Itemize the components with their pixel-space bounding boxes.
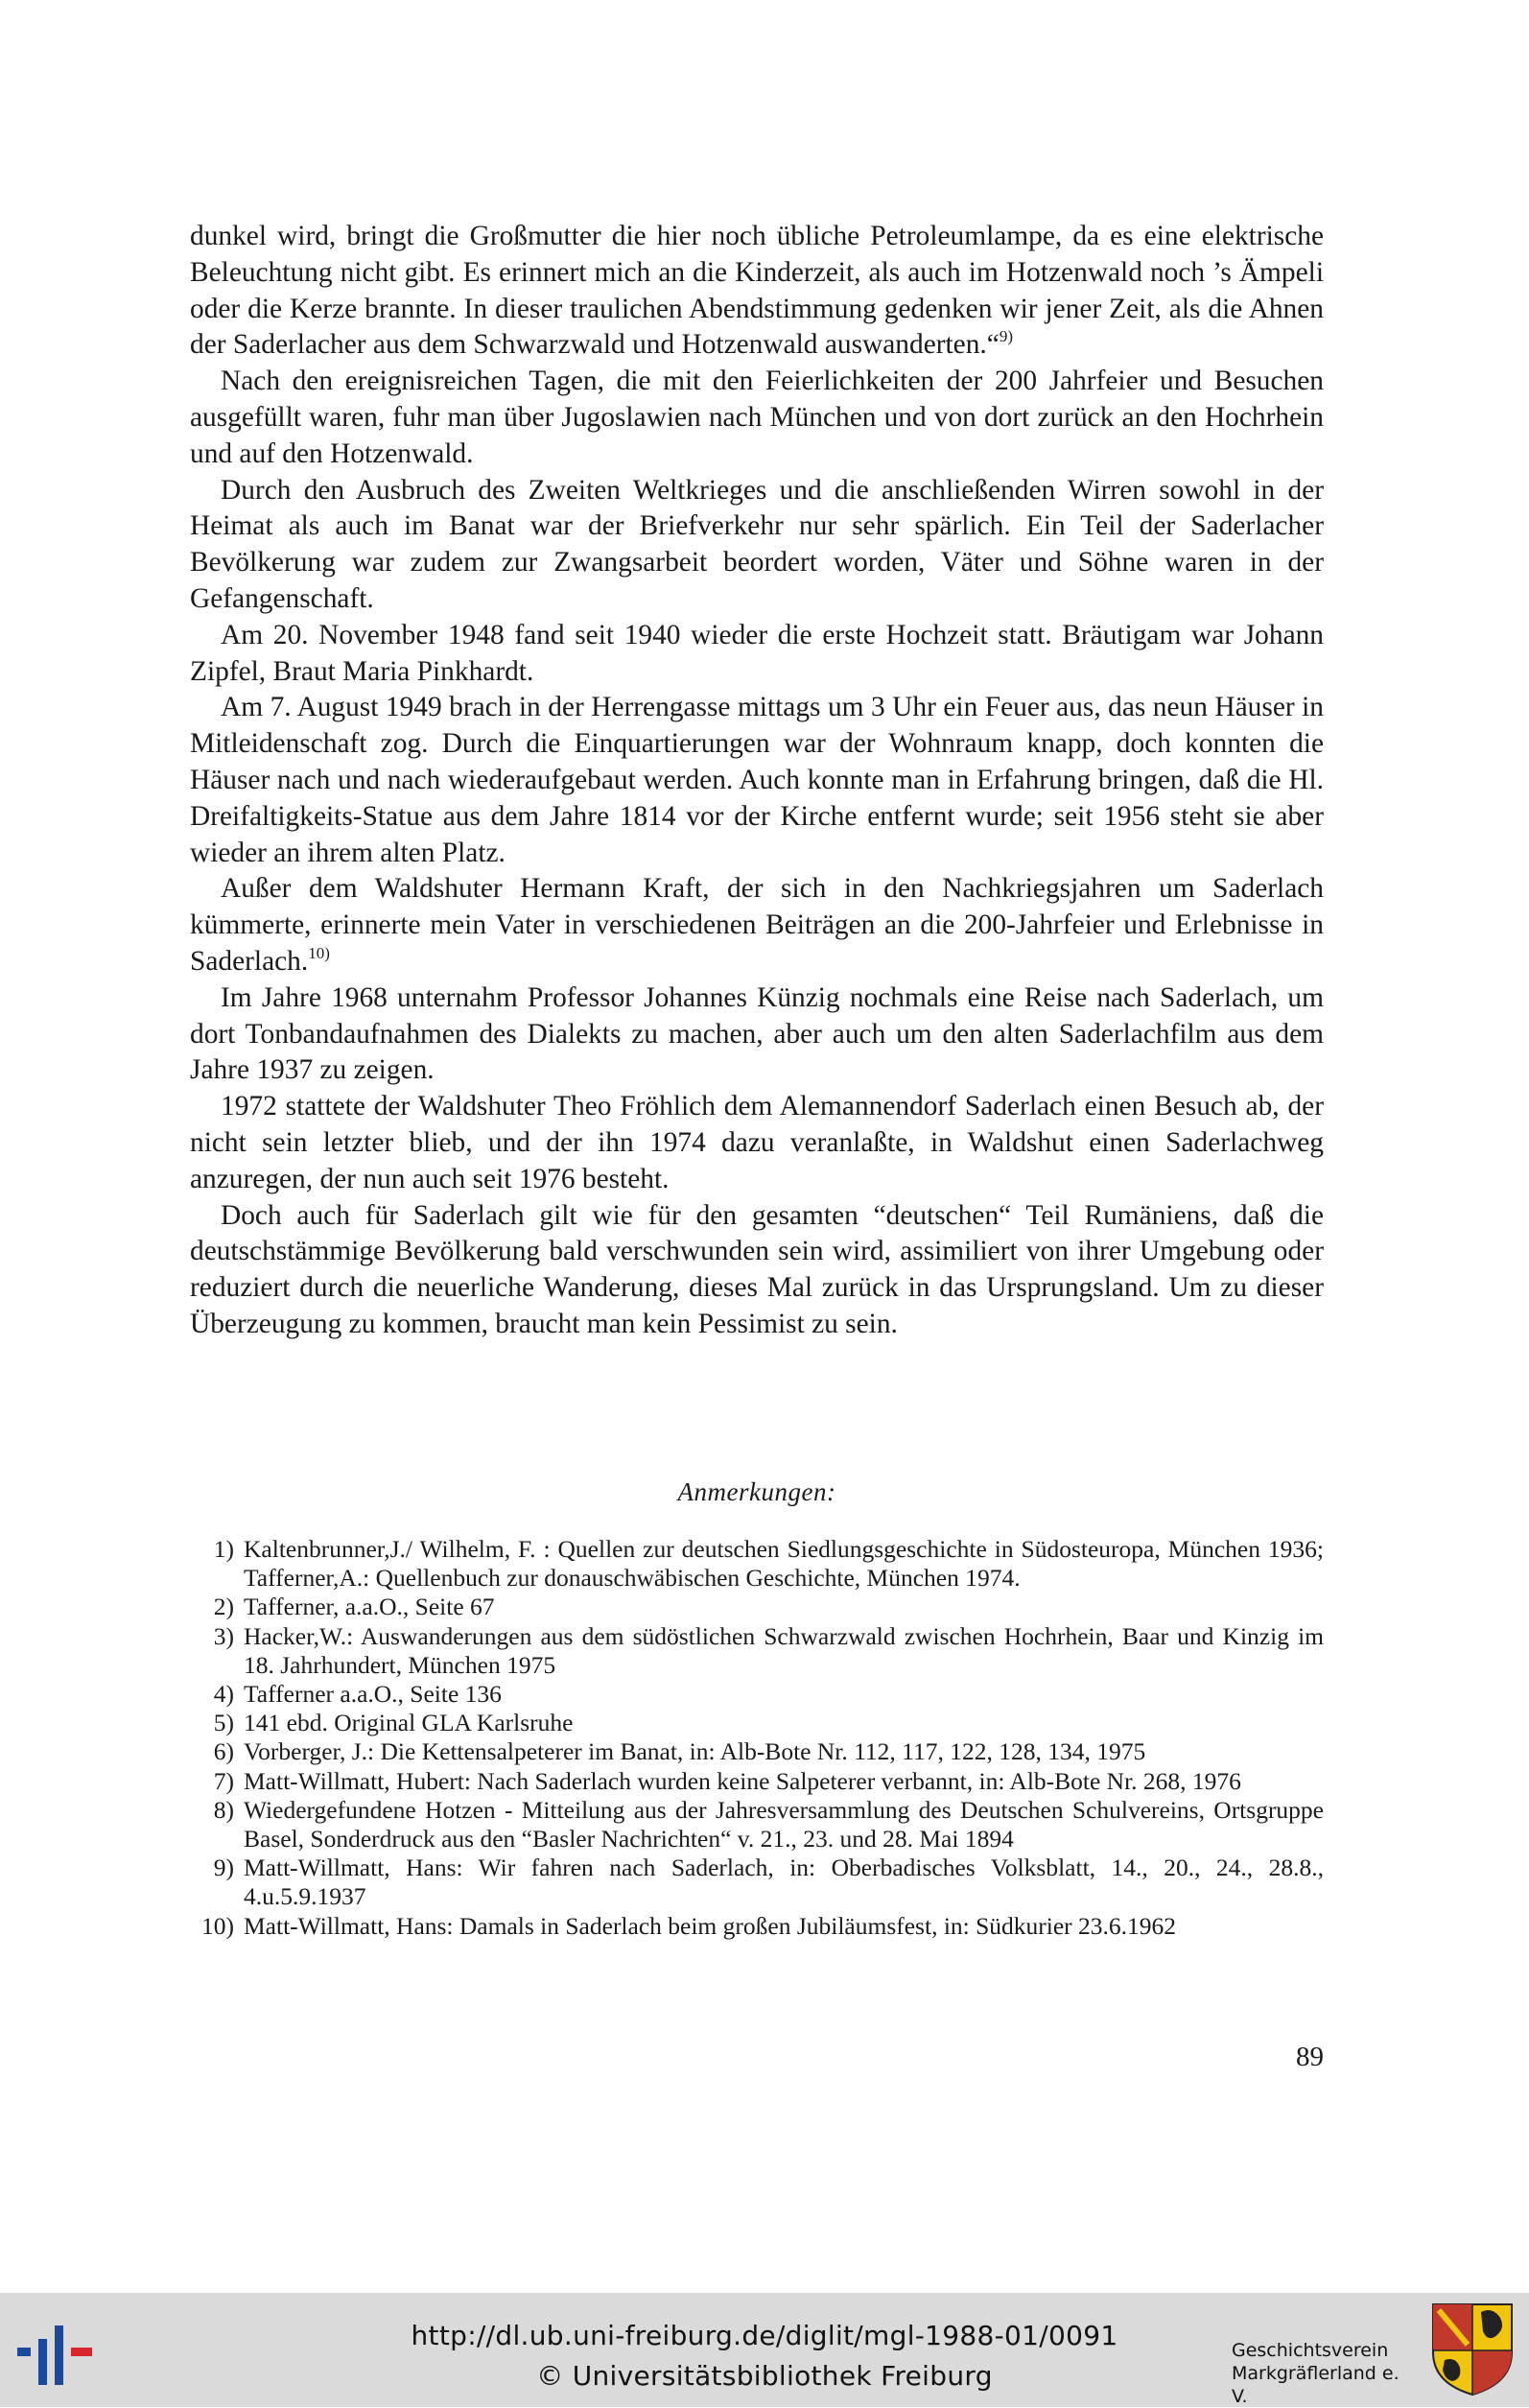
note-number: 3) bbox=[213, 1621, 234, 1650]
note-number: 2) bbox=[213, 1593, 234, 1621]
note-text: Matt-Willmatt, Hans: Wir fahren nach Saderlach, in: Oberbadisches Volksblatt, 14., 20., 24., 28.8., 4.u.5.9.1937 bbox=[244, 1853, 1324, 1911]
note-item bbox=[190, 1796, 1324, 1853]
note-text: Wiedergefundene Hotzen - Mitteilung aus der Jahresversammlung des Deutschen Schulvereins, Ortsgruppe Basel, Sonderdruck aus den “Basler Nachrichten“ v. 21., 23. und 28. Mai 1894 bbox=[244, 1795, 1324, 1853]
note-number: 4) bbox=[213, 1680, 234, 1709]
notes-heading: Anmerkungen: bbox=[677, 1477, 836, 1506]
footnote-ref[interactable]: 10) bbox=[308, 943, 330, 962]
note-item bbox=[190, 1709, 1324, 1737]
paragraph: Nach den ereignisreichen Tagen, die mit den Feierlichkeiten der 200 Jahrfeier und Besuchen ausgefüllt waren, fuhr man über Jugoslawien nach München und von dort zurück an den Hochrhein und auf den Hotzenwald. bbox=[190, 366, 1324, 469]
document-url-link[interactable]: http://dl.ub.uni-freiburg.de/diglit/mgl-1988-01/0091 bbox=[411, 2320, 1118, 2351]
footnote-ref[interactable]: 9) bbox=[999, 327, 1013, 346]
paragraph: Außer dem Waldshuter Hermann Kraft, der sich in den Nachkriegsjahren um Saderlach kümmerte, erinnerte mein Vater in verschiedenen Beiträgen an die 200-Jahrfeier und Erlebnisse in Saderlach.$^{10)}$ bbox=[190, 873, 1324, 977]
markgraeflerland-crest-icon[interactable] bbox=[1431, 2302, 1514, 2396]
note-number: 10) bbox=[201, 1911, 234, 1940]
viewer-footer bbox=[0, 2293, 1529, 2407]
paragraph: Durch den Ausbruch des Zweiten Weltkrieges und die anschließenden Wirren sowohl in der Heimat als auch im Banat war der Briefverkehr nur sehr spärlich. Ein Teil der Saderlacher Bevölkerung war zudem zur Zwangsarbeit beordert worden, Väter und Söhne waren in der Gefangenschaft. bbox=[190, 474, 1324, 614]
note-number: 1) bbox=[213, 1535, 234, 1563]
note-text: Tafferner a.a.O., Seite 136 bbox=[244, 1680, 502, 1709]
note-item bbox=[190, 1593, 1324, 1621]
note-text: 141 ebd. Original GLA Karlsruhe bbox=[244, 1709, 574, 1737]
note-text: Tafferner, a.a.O., Seite 67 bbox=[244, 1593, 495, 1621]
copyright-text: © Universitätsbibliothek Freiburg bbox=[536, 2360, 993, 2392]
paragraph: Am 7. August 1949 brach in der Herrengasse mittags um 3 Uhr ein Feuer aus, das neun Häuser in Mitleidenschaft zog. Durch die Einquartierungen war der Wohnraum knapp, doch konnten die Häuser nach und nach wiederaufgebaut werden. Auch konnte man in Erfahrung bringen, daß die Hl. Dreifaltigkeits-Statue aus dem Jahre 1814 vor der Kirche entfernt wurde; seit 1956 steht sie aber wieder an ihrem alten Platz. bbox=[190, 692, 1324, 868]
note-item bbox=[190, 1622, 1324, 1680]
note-item bbox=[190, 1853, 1324, 1911]
note-number: 5) bbox=[213, 1709, 234, 1737]
note-number: 8) bbox=[213, 1795, 234, 1824]
paragraph: 1972 stattete der Waldshuter Theo Fröhlich dem Alemannendorf Saderlach einen Besuch ab, der nicht sein letzter blieb, und der ihn 1974 dazu veranlaßte, in Waldshut einen Saderlachweg anzuregen, der nun auch seit 1976 besteht. bbox=[190, 1091, 1324, 1194]
note-item bbox=[190, 1767, 1324, 1796]
notes-list bbox=[190, 1535, 1324, 1941]
note-text: Hacker,W.: Auswanderungen aus dem südöstlichen Schwarzwald zwischen Hochrhein, Baar und Kinzig im 18. Jahrhundert, München 1975 bbox=[244, 1621, 1324, 1679]
page-number: 89 bbox=[1296, 2042, 1324, 2072]
note-item bbox=[190, 1737, 1324, 1766]
paragraph: Im Jahre 1968 unternahm Professor Johannes Künzig nochmals eine Reise nach Saderlach, um dort Tonbandaufnahmen des Dialekts zu machen, aber auch um den alten Saderlachfilm aus dem Jahre 1937 zu zeigen. bbox=[190, 981, 1324, 1086]
note-item bbox=[190, 1680, 1324, 1709]
paragraph: Am 20. November 1948 fand seit 1940 wieder die erste Hochzeit statt. Bräutigam war Johann Zipfel, Braut Maria Pinkhardt. bbox=[190, 619, 1324, 687]
note-item bbox=[190, 1912, 1324, 1941]
note-item bbox=[190, 1535, 1324, 1593]
note-number: 9) bbox=[213, 1853, 234, 1882]
note-text: Vorberger, J.: Die Kettensalpeterer im Banat, in: Alb-Bote Nr. 112, 117, 122, 128, 134, 1975 bbox=[244, 1737, 1146, 1766]
paragraph: Doch auch für Saderlach gilt wie für den gesamten “deutschen“ Teil Rumäniens, daß die deutschstämmige Bevölkerung bald verschwunden sein wird, assimiliert von ihrer Umgebung oder reduziert durch die neuerliche Wanderung, dieses Mal zurück in das Ursprungsland. Um zu dieser Überzeugung zu kommen, braucht man kein Pessimist zu sein. bbox=[190, 1199, 1324, 1339]
note-text: Matt-Willmatt, Hubert: Nach Saderlach wurden keine Salpeterer verbannt, in: Alb-Bote Nr. 268, 1976 bbox=[244, 1766, 1241, 1795]
society-name: Geschichtsverein Markgräflerland e. V. bbox=[1232, 2340, 1400, 2407]
note-number: 7) bbox=[213, 1766, 234, 1795]
note-number: 6) bbox=[213, 1737, 234, 1766]
note-text: Kaltenbrunner,J./ Wilhelm, F. : Quellen zur deutschen Siedlungsgeschichte in Südosteuropa, München 1936; Tafferner,A.: Quellenbuch zur donauschwäbischen Geschichte, München 1974. bbox=[244, 1535, 1324, 1593]
paragraph: dunkel wird, bringt die Großmutter die hier noch übliche Petroleumlampe, da es eine elektrische Beleuchtung nicht gibt. Es erinnert mich an die Kinderzeit, als auch im Hotzenwald noch ’s Ämpeli oder die Kerze brannte. In dieser traulichen Abendstimmung gedenken wir jener Zeit, als die Ahnen der Saderlacher aus dem Schwarzwald und Hotzenwald auswanderten.“$^{9)}$ bbox=[190, 221, 1324, 361]
note-text: Matt-Willmatt, Hans: Damals in Saderlach beim großen Jubiläumsfest, in: Südkurier 23.6.1962 bbox=[244, 1911, 1177, 1940]
body-text bbox=[190, 219, 1324, 1343]
